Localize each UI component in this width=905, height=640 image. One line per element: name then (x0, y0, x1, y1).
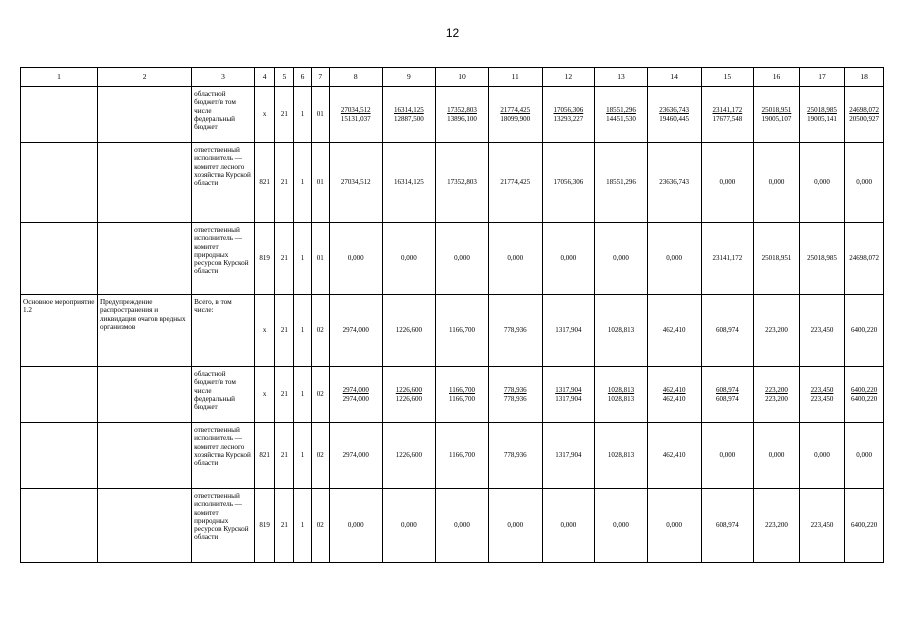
value-cell: 0,000 (799, 143, 845, 223)
value-top: 17056,306 (553, 106, 584, 115)
value-cell: 0,000 (382, 489, 436, 563)
value-cell: 1166,700 (436, 423, 489, 489)
header-cell: 12 (542, 68, 595, 87)
value-cell: 0,000 (647, 223, 701, 295)
value-cell: 1028,813 (595, 295, 648, 367)
value-bottom: 19005,107 (761, 114, 792, 123)
header-cell: 13 (595, 68, 648, 87)
header-cell: 18 (845, 68, 884, 87)
header-cell: 15 (701, 68, 754, 87)
value-cell (845, 87, 884, 143)
subprogram-code-cell: 1 (294, 143, 311, 223)
value-cell: 6400,220 (845, 489, 884, 563)
event-code-cell: 02 (311, 367, 329, 423)
grbs-code-cell: 819 (254, 489, 274, 563)
event-name-cell (21, 143, 98, 223)
value-bottom: 1028,813 (607, 394, 635, 403)
program-code-cell: 21 (275, 489, 294, 563)
program-code-cell: 21 (275, 423, 294, 489)
value-cell: 223,200 (754, 295, 800, 367)
value-cell (701, 367, 754, 423)
value-cell (647, 87, 701, 143)
grbs-code-cell: 821 (254, 423, 274, 489)
value-bottom: 13293,227 (553, 114, 584, 123)
value-top: 462,410 (662, 386, 686, 395)
value-bottom: 778,936 (503, 394, 527, 403)
value-cell: 0,000 (701, 423, 754, 489)
value-cell: 608,974 (701, 489, 754, 563)
value-top: 23141,172 (712, 106, 743, 115)
header-cell: 2 (97, 68, 191, 87)
header-cell: 7 (311, 68, 329, 87)
value-cell: 778,936 (488, 423, 542, 489)
value-top: 17352,803 (447, 106, 477, 115)
subprogram-code-cell: 1 (294, 223, 311, 295)
value-cell: 0,000 (382, 223, 436, 295)
value-top: 223,450 (810, 386, 834, 395)
value-top: 608,974 (715, 386, 739, 395)
value-bottom: 18099,900 (500, 114, 531, 123)
value-cell: 17056,306 (542, 143, 595, 223)
value-cell (488, 87, 542, 143)
value-top: 1226,600 (395, 386, 422, 395)
value-cell: 223,450 (799, 489, 845, 563)
header-cell: 9 (382, 68, 436, 87)
subprogram-code-cell: 1 (294, 295, 311, 367)
value-top: 1317,904 (555, 386, 582, 395)
value-bottom: 13896,100 (447, 114, 477, 123)
value-cell: 0,000 (595, 223, 648, 295)
source-cell: ответственный исполнитель — комитет лесного хозяйства Курской области (192, 423, 255, 489)
table-row (21, 87, 884, 143)
source-cell: Всего, в том числе: (192, 295, 255, 367)
value-cell: 24698,072 (845, 223, 884, 295)
grbs-code-cell: х (254, 87, 274, 143)
value-top: 18551,296 (606, 106, 636, 115)
value-top: 27034,512 (340, 106, 371, 115)
value-cell: 462,410 (647, 423, 701, 489)
table-row (21, 143, 884, 223)
event-code-cell: 01 (311, 87, 329, 143)
value-cell (436, 87, 489, 143)
value-top: 2974,000 (342, 386, 369, 395)
event-description-cell (97, 367, 191, 423)
value-bottom: 608,974 (715, 394, 739, 403)
header-cell: 4 (254, 68, 274, 87)
source-cell: областной бюджет/в том числе федеральный бюджет (192, 367, 255, 423)
grbs-code-cell: х (254, 367, 274, 423)
table-row (21, 489, 884, 563)
event-code-cell: 02 (311, 489, 329, 563)
program-code-cell: 21 (275, 87, 294, 143)
value-cell: 608,974 (701, 295, 754, 367)
value-cell: 23636,743 (647, 143, 701, 223)
header-row (21, 68, 884, 87)
value-cell: 0,000 (329, 223, 382, 295)
value-cell: 0,000 (329, 489, 382, 563)
value-cell: 23141,172 (701, 223, 754, 295)
value-cell: 0,000 (595, 489, 648, 563)
value-cell: 0,000 (845, 143, 884, 223)
source-cell: ответственный исполнитель — комитет природных ресурсов Курской области (192, 489, 255, 563)
value-cell: 778,936 (488, 295, 542, 367)
program-code-cell: 21 (275, 143, 294, 223)
value-bottom: 12887,500 (393, 114, 424, 123)
value-cell: 2974,000 (329, 423, 382, 489)
event-description-cell: Предупреждение распространения и ликвидация очагов вредных организмов (97, 295, 191, 367)
value-top: 16314,125 (393, 106, 424, 115)
value-top: 21774,425 (500, 106, 531, 115)
value-cell (845, 367, 884, 423)
subprogram-code-cell: 1 (294, 87, 311, 143)
header-cell: 14 (647, 68, 701, 87)
source-cell: ответственный исполнитель — комитет природных ресурсов Курской области (192, 223, 255, 295)
value-cell (542, 367, 595, 423)
value-cell: 0,000 (542, 223, 595, 295)
value-cell: 0,000 (488, 489, 542, 563)
value-cell (488, 367, 542, 423)
value-cell: 1317,904 (542, 423, 595, 489)
value-cell (799, 367, 845, 423)
subprogram-code-cell: 1 (294, 423, 311, 489)
value-cell (382, 87, 436, 143)
value-cell (542, 87, 595, 143)
event-code-cell: 01 (311, 143, 329, 223)
value-cell: 27034,512 (329, 143, 382, 223)
source-cell: областной бюджет/в том числе федеральный бюджет (192, 87, 255, 143)
value-top: 6400,220 (851, 386, 878, 395)
subprogram-code-cell: 1 (294, 367, 311, 423)
budget-table (20, 67, 884, 563)
event-name-cell (21, 489, 98, 563)
value-cell: 0,000 (647, 489, 701, 563)
event-name-cell (21, 87, 98, 143)
grbs-code-cell: 821 (254, 143, 274, 223)
value-cell: 0,000 (754, 143, 800, 223)
header-cell: 17 (799, 68, 845, 87)
value-cell (329, 87, 382, 143)
program-code-cell: 21 (275, 367, 294, 423)
value-cell: 6400,220 (845, 295, 884, 367)
subprogram-code-cell: 1 (294, 489, 311, 563)
value-cell: 18551,296 (595, 143, 648, 223)
value-cell: 0,000 (754, 423, 800, 489)
value-bottom: 15131,037 (340, 114, 371, 123)
header-cell: 5 (275, 68, 294, 87)
value-cell: 21774,425 (488, 143, 542, 223)
value-bottom: 20500,927 (849, 114, 880, 123)
value-cell: 0,000 (701, 143, 754, 223)
value-top: 25018,985 (807, 106, 837, 115)
table-row (21, 295, 884, 367)
value-cell: 1317,904 (542, 295, 595, 367)
value-bottom: 462,410 (662, 394, 686, 403)
header-cell: 1 (21, 68, 98, 87)
value-cell: 223,200 (754, 489, 800, 563)
value-cell: 1226,600 (382, 423, 436, 489)
value-cell (754, 367, 800, 423)
value-cell (382, 367, 436, 423)
event-code-cell: 02 (311, 295, 329, 367)
event-code-cell: 02 (311, 423, 329, 489)
event-description-cell (97, 143, 191, 223)
value-top: 1166,700 (449, 386, 476, 395)
event-description-cell (97, 223, 191, 295)
value-bottom: 223,450 (810, 394, 834, 403)
program-code-cell: 21 (275, 223, 294, 295)
value-cell: 16314,125 (382, 143, 436, 223)
program-code-cell: 21 (275, 295, 294, 367)
value-cell: 223,450 (799, 295, 845, 367)
value-bottom: 1166,700 (449, 394, 476, 403)
value-bottom: 223,200 (765, 394, 788, 403)
header-cell: 16 (754, 68, 800, 87)
value-cell: 0,000 (542, 489, 595, 563)
value-bottom: 14451,530 (606, 114, 636, 123)
value-top: 223,200 (765, 386, 788, 395)
event-name-cell (21, 223, 98, 295)
event-description-cell (97, 87, 191, 143)
value-cell (647, 367, 701, 423)
event-name-cell (21, 423, 98, 489)
event-description-cell (97, 423, 191, 489)
header-cell: 10 (436, 68, 489, 87)
value-cell: 0,000 (436, 489, 489, 563)
event-name-cell (21, 367, 98, 423)
value-top: 1028,813 (607, 386, 635, 395)
header-cell: 3 (192, 68, 255, 87)
value-bottom: 6400,220 (851, 394, 878, 403)
table-row (21, 223, 884, 295)
header-cell: 11 (488, 68, 542, 87)
value-cell (436, 367, 489, 423)
value-cell: 0,000 (488, 223, 542, 295)
value-bottom: 19460,445 (659, 114, 690, 123)
value-cell (754, 87, 800, 143)
header-cell: 6 (294, 68, 311, 87)
page-number: 12 (445, 26, 460, 40)
value-cell (799, 87, 845, 143)
value-top: 25018,951 (761, 106, 792, 115)
value-bottom: 19005,141 (807, 114, 837, 123)
source-cell: ответственный исполнитель — комитет лесного хозяйства Курской области (192, 143, 255, 223)
value-top: 23636,743 (659, 106, 690, 115)
value-cell: 462,410 (647, 295, 701, 367)
value-cell: 25018,985 (799, 223, 845, 295)
value-cell: 0,000 (799, 423, 845, 489)
value-cell (329, 367, 382, 423)
value-cell: 17352,803 (436, 143, 489, 223)
value-bottom: 2974,000 (342, 394, 369, 403)
table-row (21, 423, 884, 489)
value-bottom: 1317,904 (555, 394, 582, 403)
grbs-code-cell: х (254, 295, 274, 367)
value-cell (595, 367, 648, 423)
value-cell: 1166,700 (436, 295, 489, 367)
value-cell: 0,000 (436, 223, 489, 295)
value-cell: 0,000 (845, 423, 884, 489)
event-name-cell: Основное мероприятие 1.2 (21, 295, 98, 367)
event-description-cell (97, 489, 191, 563)
value-top: 24698,072 (849, 106, 880, 115)
table-row (21, 367, 884, 423)
value-cell: 2974,000 (329, 295, 382, 367)
value-bottom: 17677,548 (712, 114, 743, 123)
value-cell: 1028,813 (595, 423, 648, 489)
event-code-cell: 01 (311, 223, 329, 295)
grbs-code-cell: 819 (254, 223, 274, 295)
value-cell (595, 87, 648, 143)
header-cell: 8 (329, 68, 382, 87)
value-top: 778,936 (503, 386, 527, 395)
value-cell: 1226,600 (382, 295, 436, 367)
value-cell: 25018,951 (754, 223, 800, 295)
value-bottom: 1226,600 (395, 394, 422, 403)
value-cell (701, 87, 754, 143)
